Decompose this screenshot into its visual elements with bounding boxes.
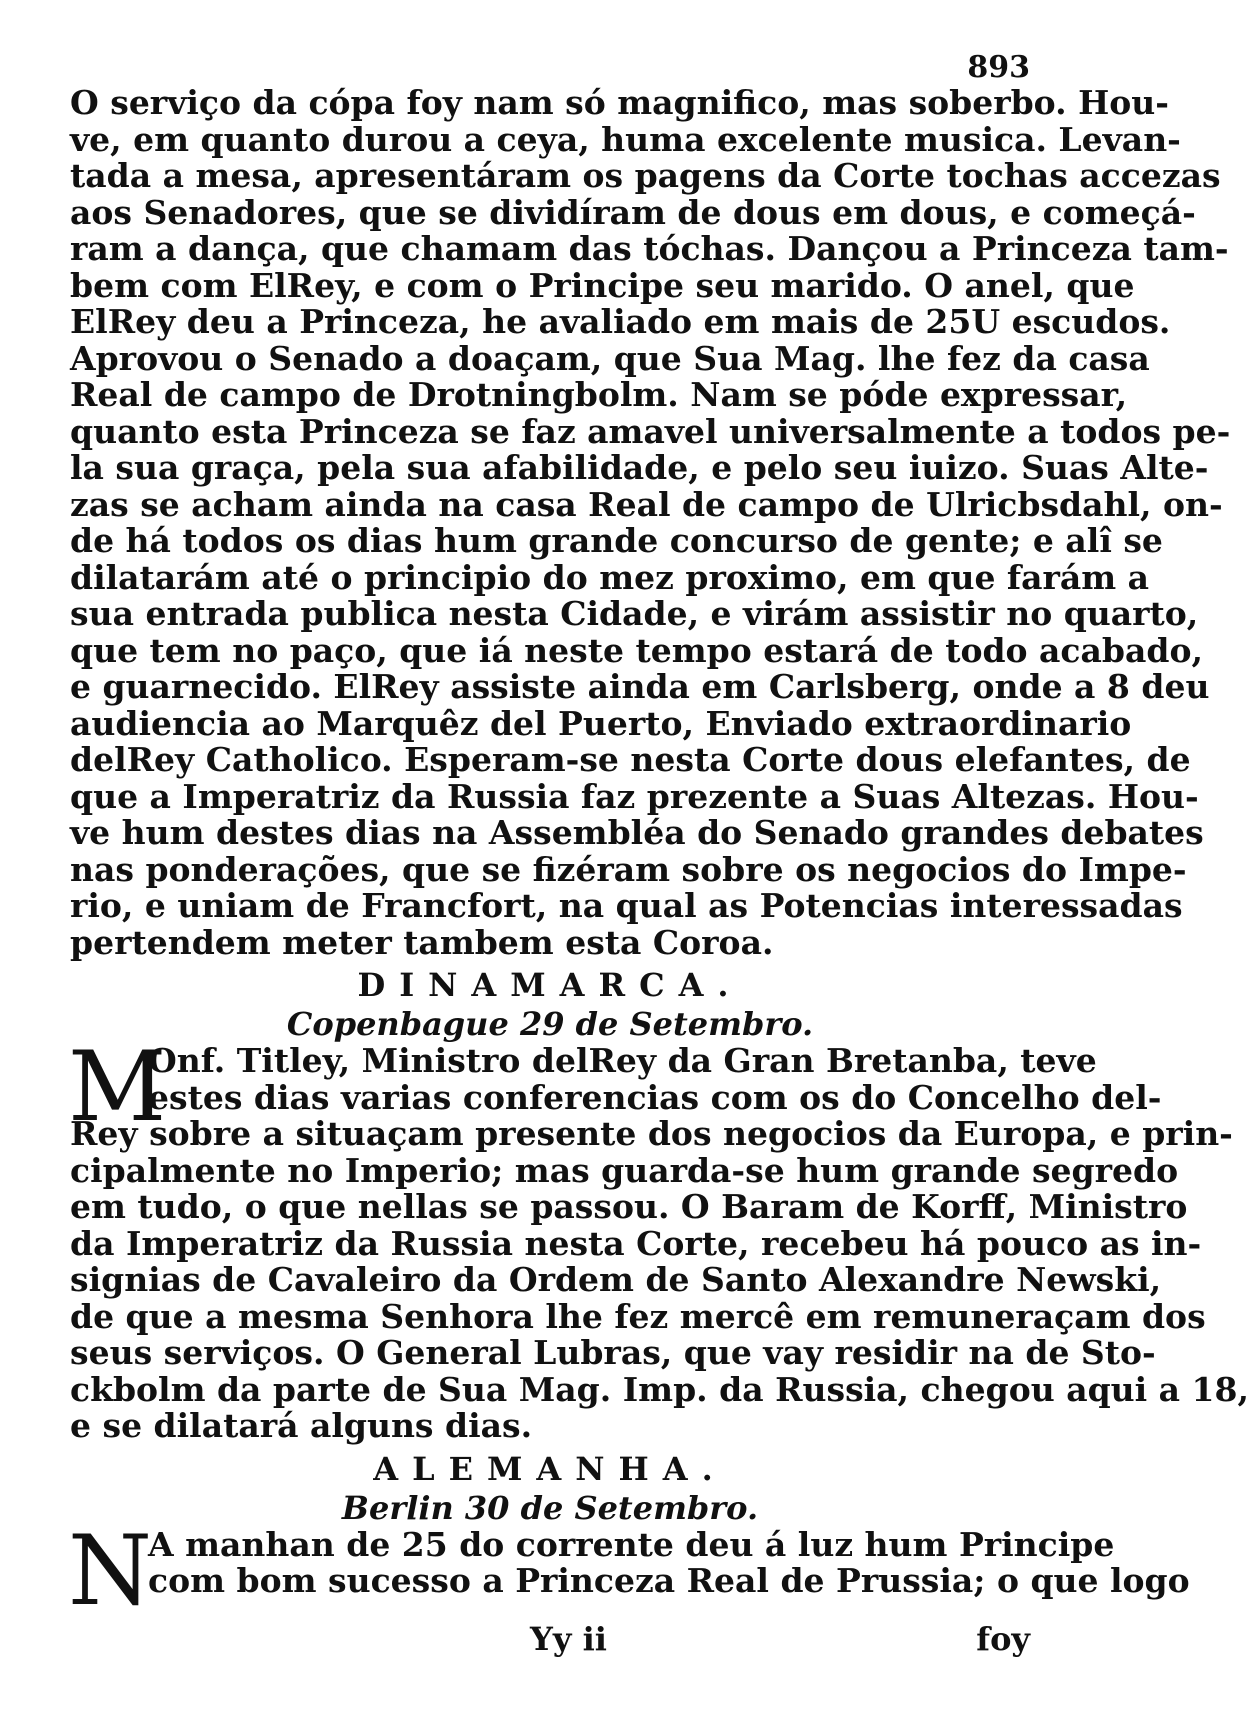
drop-cap: N: [68, 1514, 152, 1627]
text-line: quanto esta Princeza se faz amavel universalmente a todos pe-: [70, 411, 1231, 451]
page-footer: [70, 1620, 1030, 1660]
text-line: ElRey deu a Princeza, he avaliado em mais de 25U escudos.: [70, 302, 1171, 341]
text-line: Real de campo de Drotningbolm. Nam se póde expressar,: [70, 375, 1128, 414]
text-line: cipalmente no Imperio; mas guarda-se hum grande segredo: [70, 1150, 1179, 1190]
section-heading-alemanha: ALEMANHA.: [373, 1449, 727, 1488]
text-line: de há todos os dias hum grande concurso de gente; e alî se: [70, 521, 1163, 560]
text-line: ve hum destes dias na Assembléa do Senado grandes debates: [70, 813, 1204, 852]
body-text: [68, 83, 1249, 1627]
text-line: ckbolm da parte de Sua Mag. Imp. da Russia, chegou aqui a 18,: [70, 1369, 1249, 1409]
signature-mark: Yy ii: [530, 1620, 607, 1658]
text-line: com bom sucesso a Princeza Real de Prussia; o que logo: [148, 1561, 1190, 1600]
text-line: da Imperatriz da Russia nesta Corte, recebeu há pouco as in-: [70, 1223, 1202, 1263]
catchword: foy: [976, 1620, 1030, 1658]
text-line: audiencia ao Marquêz del Puerto, Enviado extraordinario: [70, 703, 1132, 743]
text-line: tada a mesa, apresentáram os pagens da Corte tochas accezas: [70, 156, 1221, 195]
text-line: aos Senadores, que se dividíram de dous em dous, e começá-: [70, 192, 1196, 232]
text-line: de que a mesma Senhora lhe fez mercê em remuneraçam dos: [70, 1296, 1206, 1336]
text-line: dilatarám até o principio do mez proximo, em que farám a: [70, 557, 1150, 597]
text-line: e se dilatará alguns dias.: [70, 1406, 533, 1445]
text-line: e guarnecido. ElRey assiste ainda em Carlsberg, onde a 8 deu: [70, 667, 1210, 706]
text-line: O serviço da cópa foy nam só magnifico, mas soberbo. Hou-: [70, 83, 1169, 122]
text-line: zas se acham ainda na casa Real de campo de Ulricbsdahl, on-: [70, 484, 1223, 524]
paragraph-dinamarca: [68, 1031, 1249, 1445]
text-line: rio, e uniam de Francfort, na qual as Potencias interessadas: [70, 886, 1183, 925]
dateline-copenhagen: Copenbague 29 de Setembro.: [286, 1005, 814, 1043]
text-line: ve, em quanto durou a ceya, huma excelente musica. Levan-: [70, 119, 1181, 159]
text-line: A manhan de 25 do corrente deu á luz hum Principe: [148, 1524, 1115, 1564]
text-line: bem com ElRey, e com o Principe seu marido. O anel, que: [70, 265, 1135, 305]
text-line: Aprovou o Senado a doaçam, que Sua Mag. lhe fez da casa: [70, 338, 1150, 378]
text-line: sua entrada publica nesta Cidade, e virám assistir no quarto,: [70, 594, 1199, 633]
text-line: estes dias varias conferencias com os do Concelho del-: [148, 1077, 1162, 1117]
text-line: signias de Cavaleiro da Ordem de Santo Alexandre Newski,: [70, 1260, 1162, 1299]
text-line: Onf. Titley, Ministro delRey da Gran Bretanba, teve: [148, 1041, 1097, 1080]
text-line: em tudo, o que nellas se passou. O Baram de Korff, Ministro: [70, 1187, 1188, 1226]
text-line: nas ponderações, que se fizéram sobre os negocios do Impe-: [70, 849, 1187, 889]
dateline-berlin: Berlin 30 de Setembro.: [341, 1488, 759, 1527]
text-line: la sua graça, pela sua afabilidade, e pelo seu iuizo. Suas Alte-: [70, 448, 1209, 487]
text-line: seus serviços. O General Lubras, que vay residir na de Sto-: [70, 1333, 1156, 1372]
text-line: que a Imperatriz da Russia faz prezente a Suas Altezas. Hou-: [70, 776, 1199, 816]
section-heading-dinamarca: DINAMARCA.: [357, 966, 743, 1004]
page-number: 893: [967, 50, 1030, 85]
text-line: Rey sobre a situaçam presente dos negocios da Europa, e prin-: [70, 1114, 1233, 1153]
paragraph-alemanha: [68, 1514, 1190, 1627]
text-line: ram a dança, que chamam das tóchas. Dançou a Princeza tam-: [70, 229, 1229, 268]
paragraph-sweden: [70, 83, 1231, 962]
text-line: pertendem meter tambem esta Coroa.: [70, 922, 774, 962]
drop-cap: M: [68, 1031, 167, 1143]
text-line: delRey Catholico. Esperam-se nesta Corte dous elefantes, de: [70, 740, 1191, 779]
text-line: que tem no paço, que iá neste tempo estará de todo acabado,: [70, 630, 1203, 670]
